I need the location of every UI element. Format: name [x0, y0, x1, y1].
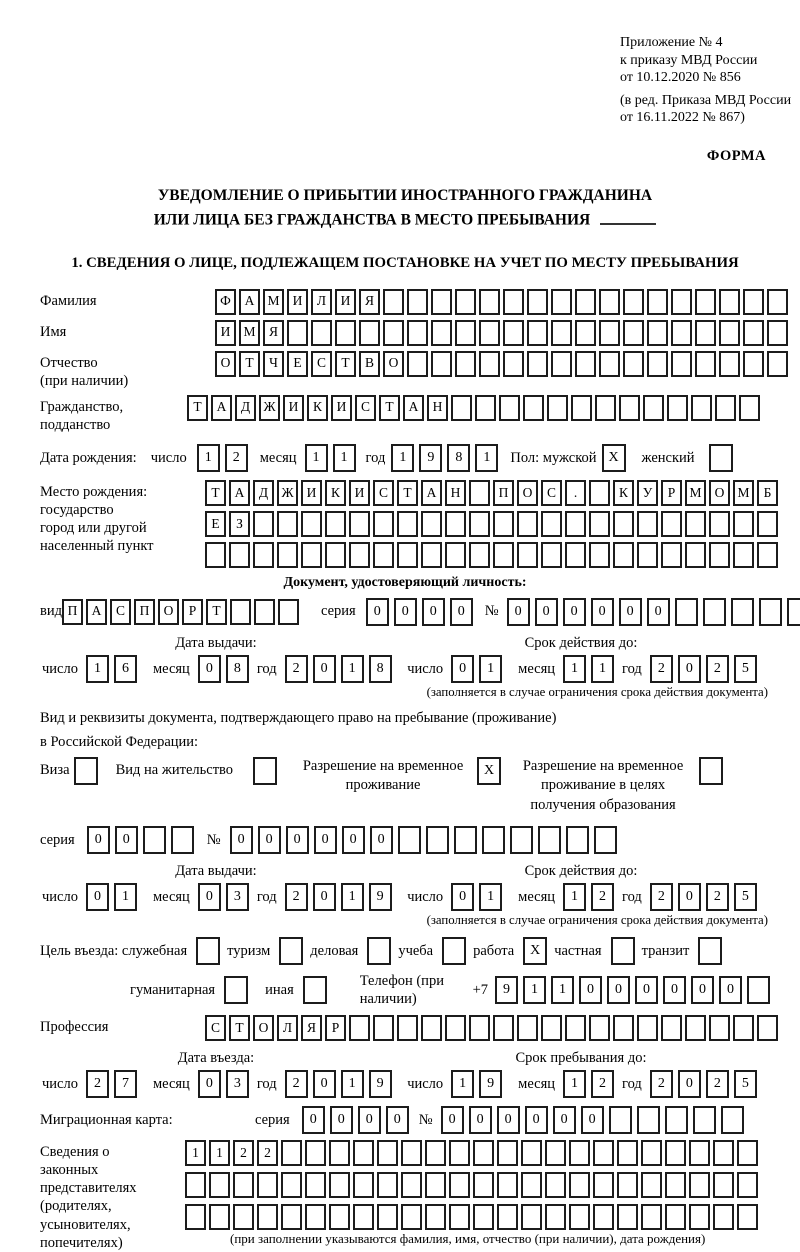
- migcard-number-cells[interactable]: 0 0 0 0 0 0: [441, 1106, 744, 1134]
- migcard-series-cells[interactable]: 0 0 0 0: [302, 1106, 409, 1134]
- surname-cells[interactable]: Ф А М И Л И Я: [215, 289, 788, 315]
- phone-cells[interactable]: 9 1 1 0 0 0 0 0 0: [495, 976, 770, 1004]
- sex-male-checkbox[interactable]: X: [602, 444, 626, 472]
- year-label: год: [365, 449, 386, 466]
- doc-series-label: серия: [320, 603, 356, 620]
- birth-year-cells[interactable]: 1 9 8 1: [391, 444, 498, 472]
- doc-number-cells[interactable]: 0 0 0 0 0 0: [507, 598, 800, 626]
- birthplace-row: [40, 480, 770, 568]
- sex-female-checkbox[interactable]: [709, 444, 733, 472]
- entry-date-heading: Дата въезда:: [177, 1049, 255, 1066]
- doc-valid-heading: Срок действия до:: [524, 634, 638, 651]
- surname-label: Фамилия: [40, 292, 97, 309]
- stay-until-row: число 1 9 месяц 1 2 год 2 0 2 5: [392, 1070, 770, 1098]
- day-label: число: [150, 449, 187, 466]
- doc-type-label: вид: [40, 603, 62, 620]
- other-label: иная: [265, 981, 294, 998]
- sex-male-label: Пол: мужской: [510, 449, 597, 466]
- private-label: частная: [554, 942, 602, 959]
- humanitarian-label: гуманитарная: [130, 981, 216, 998]
- purpose-business-checkbox[interactable]: [367, 937, 391, 965]
- stay-until-col: [392, 1049, 770, 1098]
- profession-cells[interactable]: С Т О Л Я Р: [205, 1015, 778, 1041]
- sex-female-label: женский: [641, 449, 695, 466]
- purpose-humanitarian-checkbox[interactable]: [224, 976, 248, 1004]
- permit-valid-note: (заполняется в случае ограничения срока действия документа): [426, 912, 768, 927]
- citizenship-row: [40, 395, 770, 434]
- purpose-official-checkbox[interactable]: [196, 937, 220, 965]
- permit-valid-day-cells[interactable]: 0 1: [451, 883, 502, 911]
- permit-issue-col: [40, 862, 392, 911]
- appendix-header: [620, 34, 792, 127]
- doc-valid-month-cells[interactable]: 1 1: [563, 655, 614, 683]
- purpose-tourism-checkbox[interactable]: [279, 937, 303, 965]
- birthdate-label: Дата рождения:: [40, 449, 137, 466]
- stay-year-cells[interactable]: 2 0 2 5: [650, 1070, 757, 1098]
- revision-line-1: (в ред. Приказа МВД России: [620, 92, 792, 108]
- birthdate-row: [40, 444, 770, 472]
- permit-number-label: №: [206, 831, 221, 848]
- purpose-other-checkbox[interactable]: [303, 976, 327, 1004]
- permit-issue-year-cells[interactable]: 2 0 1 9: [285, 883, 392, 911]
- doc-issue-col: [40, 634, 392, 683]
- residence-doc-line2: в Российской Федерации:: [40, 733, 199, 750]
- birthplace-cells-row2[interactable]: Е З: [205, 511, 778, 537]
- title-blank-underline: [600, 207, 656, 225]
- doc-valid-row: число 0 1 месяц 1 1 год 2 0 2 5: [392, 655, 770, 683]
- profession-label: Профессия: [40, 1018, 109, 1035]
- visa-label: Виза: [40, 761, 70, 778]
- birth-month-cells[interactable]: 1 1: [305, 444, 356, 472]
- birthplace-cells-row3[interactable]: [205, 542, 778, 568]
- name-label: Имя: [40, 323, 67, 340]
- permit-valid-heading: Срок действия до:: [524, 862, 638, 879]
- appendix-line-3: от 10.12.2020 № 856: [620, 70, 741, 85]
- doc-issue-day-cells[interactable]: 1 6: [86, 655, 137, 683]
- identity-doc-heading: Документ, удостоверяющий личность:: [283, 575, 527, 591]
- section1-heading: 1. СВЕДЕНИЯ О ЛИЦЕ, ПОДЛЕЖАЩЕМ ПОСТАНОВКЕ НА УЧЕТ ПО МЕСТУ ПРЕБЫВАНИЯ: [71, 255, 739, 272]
- appendix-line-2: к приказу МВД России: [620, 52, 758, 68]
- doc-number-label: №: [484, 603, 499, 620]
- visa-checkbox[interactable]: [74, 757, 98, 785]
- representatives-cells-row1[interactable]: 1 1 2 2: [185, 1140, 758, 1166]
- permit-number-cells[interactable]: 0 0 0 0 0 0: [230, 826, 617, 854]
- representatives-cells-row2[interactable]: [185, 1172, 758, 1198]
- entry-date-row: число 2 7 месяц 0 3 год 2 0 1 9: [40, 1070, 392, 1098]
- representatives-cells-block: [185, 1140, 758, 1230]
- permit-series-label: серия: [40, 831, 75, 848]
- purpose-study-checkbox[interactable]: [442, 937, 466, 965]
- residence-doc-line1: Вид и реквизиты документа, подтверждающего право на пребывание (проживание): [40, 709, 557, 726]
- form-title-line2: ИЛИ ЛИЦА БЕЗ ГРАЖДАНСТВА В МЕСТО ПРЕБЫВАНИЯ: [40, 207, 770, 232]
- entry-month-cells[interactable]: 0 3: [198, 1070, 249, 1098]
- permit-series-cells[interactable]: 0 0: [87, 826, 194, 854]
- doc-valid-year-cells[interactable]: 2 0 2 5: [650, 655, 757, 683]
- permit-valid-month-cells[interactable]: 1 2: [563, 883, 614, 911]
- stay-month-cells[interactable]: 1 2: [563, 1070, 614, 1098]
- temp-residence-label: Разрешение на временное проживание: [302, 757, 464, 794]
- permit-issue-row: число 0 1 месяц 0 3 год 2 0 1 9: [40, 883, 392, 911]
- permit-valid-col: [392, 862, 770, 911]
- residence-permit-label: Вид на жительство: [115, 761, 234, 778]
- temp-residence-edu-checkbox[interactable]: [699, 757, 723, 785]
- form-title-line1: УВЕДОМЛЕНИЕ О ПРИБЫТИИ ИНОСТРАННОГО ГРАЖДАНИНА: [157, 186, 653, 204]
- migration-card-label: Миграционная карта:: [40, 1112, 173, 1129]
- entry-day-cells[interactable]: 2 7: [86, 1070, 137, 1098]
- citizenship-label: Гражданство, подданство: [40, 398, 124, 433]
- doc-type-row: [40, 598, 770, 626]
- entry-year-cells[interactable]: 2 0 1 9: [285, 1070, 392, 1098]
- surname-row: [40, 289, 770, 315]
- purpose-private-checkbox[interactable]: [611, 937, 635, 965]
- transit-label: транзит: [641, 942, 690, 959]
- migcard-number-label: №: [418, 1112, 433, 1129]
- tourism-label: туризм: [227, 942, 271, 959]
- purpose-work-checkbox[interactable]: X: [523, 937, 547, 965]
- revision-line-2: от 16.11.2022 № 867): [620, 110, 745, 125]
- temp-residence-checkbox[interactable]: X: [477, 757, 501, 785]
- representatives-label: Сведения о законных представителях (родителях, усыновителях, попечителях): [40, 1144, 137, 1251]
- residence-doc-intro: [40, 709, 770, 751]
- purpose-transit-checkbox[interactable]: [698, 937, 722, 965]
- permit-valid-row: число 0 1 месяц 1 2 год 2 0 2 5: [392, 883, 770, 911]
- name-cells[interactable]: И М Я: [215, 320, 788, 346]
- doc-type-cells[interactable]: П А С П О Р Т: [62, 599, 299, 625]
- birthplace-label: Место рождения: государство город или другой населенный пункт: [40, 484, 154, 555]
- form-title: [40, 185, 770, 232]
- business-label: деловая: [310, 942, 359, 959]
- permit-issue-month-cells[interactable]: 0 3: [198, 883, 249, 911]
- doc-issue-month-cells[interactable]: 0 8: [198, 655, 249, 683]
- permit-issue-day-cells[interactable]: 0 1: [86, 883, 137, 911]
- residence-doc-options: [40, 757, 770, 816]
- birthplace-cells-row1[interactable]: Т А Д Ж И К И С Т А Н П О С . К У Р М О М Б: [205, 480, 778, 506]
- work-label: работа: [473, 942, 515, 959]
- doc-valid-col: [392, 634, 770, 683]
- doc-issue-row: число 1 6 месяц 0 8 год 2 0 1 8: [40, 655, 392, 683]
- residence-permit-checkbox[interactable]: [253, 757, 277, 785]
- doc-valid-day-cells[interactable]: 0 1: [451, 655, 502, 683]
- representatives-note: (при заполнении указываются фамилия, имя, отчество (при наличии), дата рождения): [230, 1230, 706, 1246]
- doc-issue-year-cells[interactable]: 2 0 1 8: [285, 655, 392, 683]
- migcard-series-label: серия: [255, 1112, 290, 1129]
- purpose-row-2: [130, 972, 770, 1008]
- doc-series-cells[interactable]: 0 0 0 0: [366, 598, 473, 626]
- patronymic-row: [40, 351, 770, 390]
- stay-until-heading: Срок пребывания до:: [515, 1049, 647, 1066]
- birthplace-cells-block: [205, 480, 778, 568]
- entry-dates: [40, 1049, 770, 1098]
- permit-valid-year-cells[interactable]: 2 0 2 5: [650, 883, 757, 911]
- patronymic-cells[interactable]: О Т Ч Е С Т В О: [215, 351, 788, 377]
- representatives-cells-row3[interactable]: [185, 1204, 758, 1230]
- birth-day-cells[interactable]: 1 2: [197, 444, 248, 472]
- form-label: ФОРМА: [706, 147, 766, 164]
- purpose-row-1: [40, 937, 770, 965]
- entry-date-col: [40, 1049, 392, 1098]
- doc-valid-note: (заполняется в случае ограничения срока действия документа): [426, 684, 768, 699]
- patronymic-label: Отчество (при наличии): [40, 354, 129, 389]
- month-label: месяц: [259, 449, 297, 466]
- name-row: [40, 320, 770, 346]
- doc-issue-heading: Дата выдачи:: [175, 634, 257, 651]
- permit-issue-heading: Дата выдачи:: [175, 862, 257, 879]
- temp-residence-edu-label: Разрешение на временное проживание в целях получения образования: [522, 757, 684, 814]
- profession-row: [40, 1015, 770, 1041]
- stay-day-cells[interactable]: 1 9: [451, 1070, 502, 1098]
- phone-label: Телефон (при наличии): [359, 972, 444, 1007]
- permit-number-row: [40, 826, 770, 854]
- purpose-label: Цель въезда: служебная: [40, 942, 188, 959]
- citizenship-cells[interactable]: Т А Д Ж И К И С Т А Н: [187, 395, 760, 421]
- migration-card-row: [40, 1106, 770, 1134]
- permit-dates: [40, 862, 770, 911]
- phone-prefix: +7: [472, 981, 488, 998]
- doc-dates: [40, 634, 770, 683]
- study-label: учеба: [398, 942, 434, 959]
- appendix-line-1: Приложение № 4: [620, 35, 723, 50]
